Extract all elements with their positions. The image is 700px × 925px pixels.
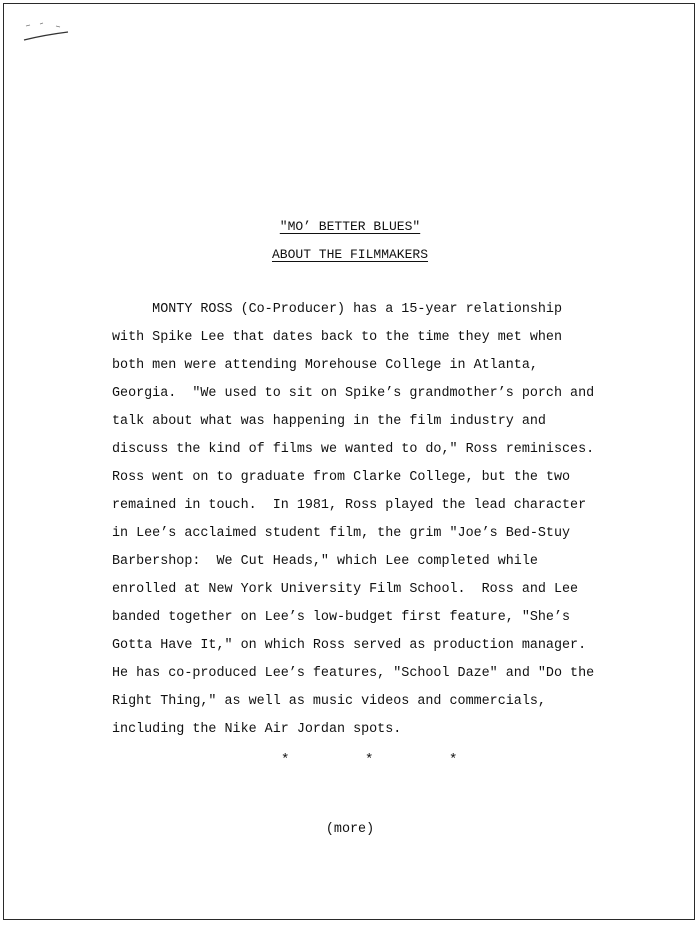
document-title-text: "MO’ BETTER BLUES" [279,219,421,234]
body-line: discuss the kind of films we wanted to do," Ross reminisces. [112,442,595,457]
section-separator [4,752,696,768]
body-line: in Lee’s acclaimed student film, the grim "Joe’s Bed-Stuy [112,526,571,541]
body-line: Ross went on to graduate from Clarke College, but the two [112,470,571,485]
separator-star: * [365,752,374,768]
pen-mark [20,18,74,48]
body-line: Gotta Have It," on which Ross served as production manager. [112,638,587,653]
body-line: with Spike Lee that dates back to the time they met when [112,330,562,345]
separator-star: * [281,752,290,768]
body-line: Right Thing," as well as music videos and commercials, [112,694,546,709]
body-line: both men were attending Morehouse College in Atlanta, [112,358,538,373]
body-line: talk about what was happening in the film industry and [112,414,546,429]
continued-marker: (more) [325,822,375,837]
document-title [4,219,696,235]
body-line: enrolled at New York University Film School. Ross and Lee [112,582,579,597]
document-page [3,3,695,920]
body-line: Barbershop: We Cut Heads," which Lee completed while [112,554,538,569]
section-title [4,247,696,263]
section-title-text: ABOUT THE FILMMAKERS [271,247,429,262]
separator-star: * [449,752,458,768]
body-line: Georgia. "We used to sit on Spike’s grandmother’s porch and [112,386,595,401]
body-line: banded together on Lee’s low-budget first feature, "She’s [112,610,571,625]
body-line: He has co-produced Lee’s features, "School Daze" and "Do the [112,666,595,681]
body-line: MONTY ROSS (Co-Producer) has a 15-year relationship [112,302,562,317]
body-line: remained in touch. In 1981, Ross played the lead character [112,498,587,513]
body-line: including the Nike Air Jordan spots. [112,722,402,737]
